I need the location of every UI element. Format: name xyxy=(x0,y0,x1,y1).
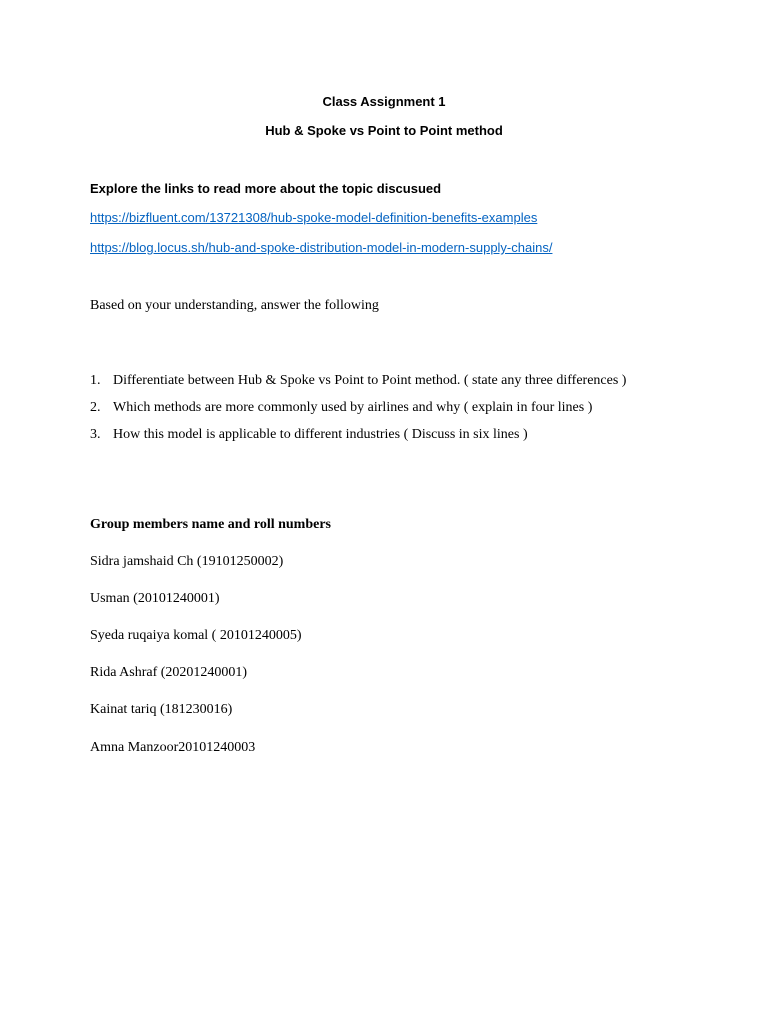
explore-text: Explore the links to read more about the topic discusued xyxy=(90,181,442,196)
list-item xyxy=(90,399,592,416)
member-entry: Kainat tariq (181230016) xyxy=(90,702,233,717)
list-item-number: 3. xyxy=(90,427,101,442)
group-heading: Group members name and roll numbers xyxy=(90,517,331,532)
list-item-text: Differentiate between Hub & Spoke vs Point to Point method. ( state any three differences ) xyxy=(113,373,627,388)
member-entry: Rida Ashraf (20201240001) xyxy=(90,665,248,680)
list-item xyxy=(90,372,626,389)
link-bizfluent[interactable]: https://bizfluent.com/13721308/hub-spoke-model-definition-benefits-examples xyxy=(90,210,538,225)
document-title: Class Assignment 1 xyxy=(322,94,446,109)
member-entry: Sidra jamshaid Ch (19101250002) xyxy=(90,554,284,569)
list-item-number: 1. xyxy=(90,373,101,388)
member-entry: Amna Manzoor20101240003 xyxy=(90,740,256,755)
list-item-text: Which methods are more commonly used by airlines and why ( explain in four lines ) xyxy=(113,400,593,415)
member-entry: Syeda ruqaiya komal ( 20101240005) xyxy=(90,628,302,643)
list-item-text: How this model is applicable to different industries ( Discuss in six lines ) xyxy=(113,427,528,442)
document-subtitle: Hub & Spoke vs Point to Point method xyxy=(265,123,503,138)
member-entry: Usman (20101240001) xyxy=(90,591,220,606)
list-item-number: 2. xyxy=(90,400,101,415)
link-locus-blog[interactable]: https://blog.locus.sh/hub-and-spoke-distribution-model-in-modern-supply-chains/ xyxy=(90,240,553,255)
instruction-text: Based on your understanding, answer the following xyxy=(90,298,379,313)
list-item xyxy=(90,426,528,443)
